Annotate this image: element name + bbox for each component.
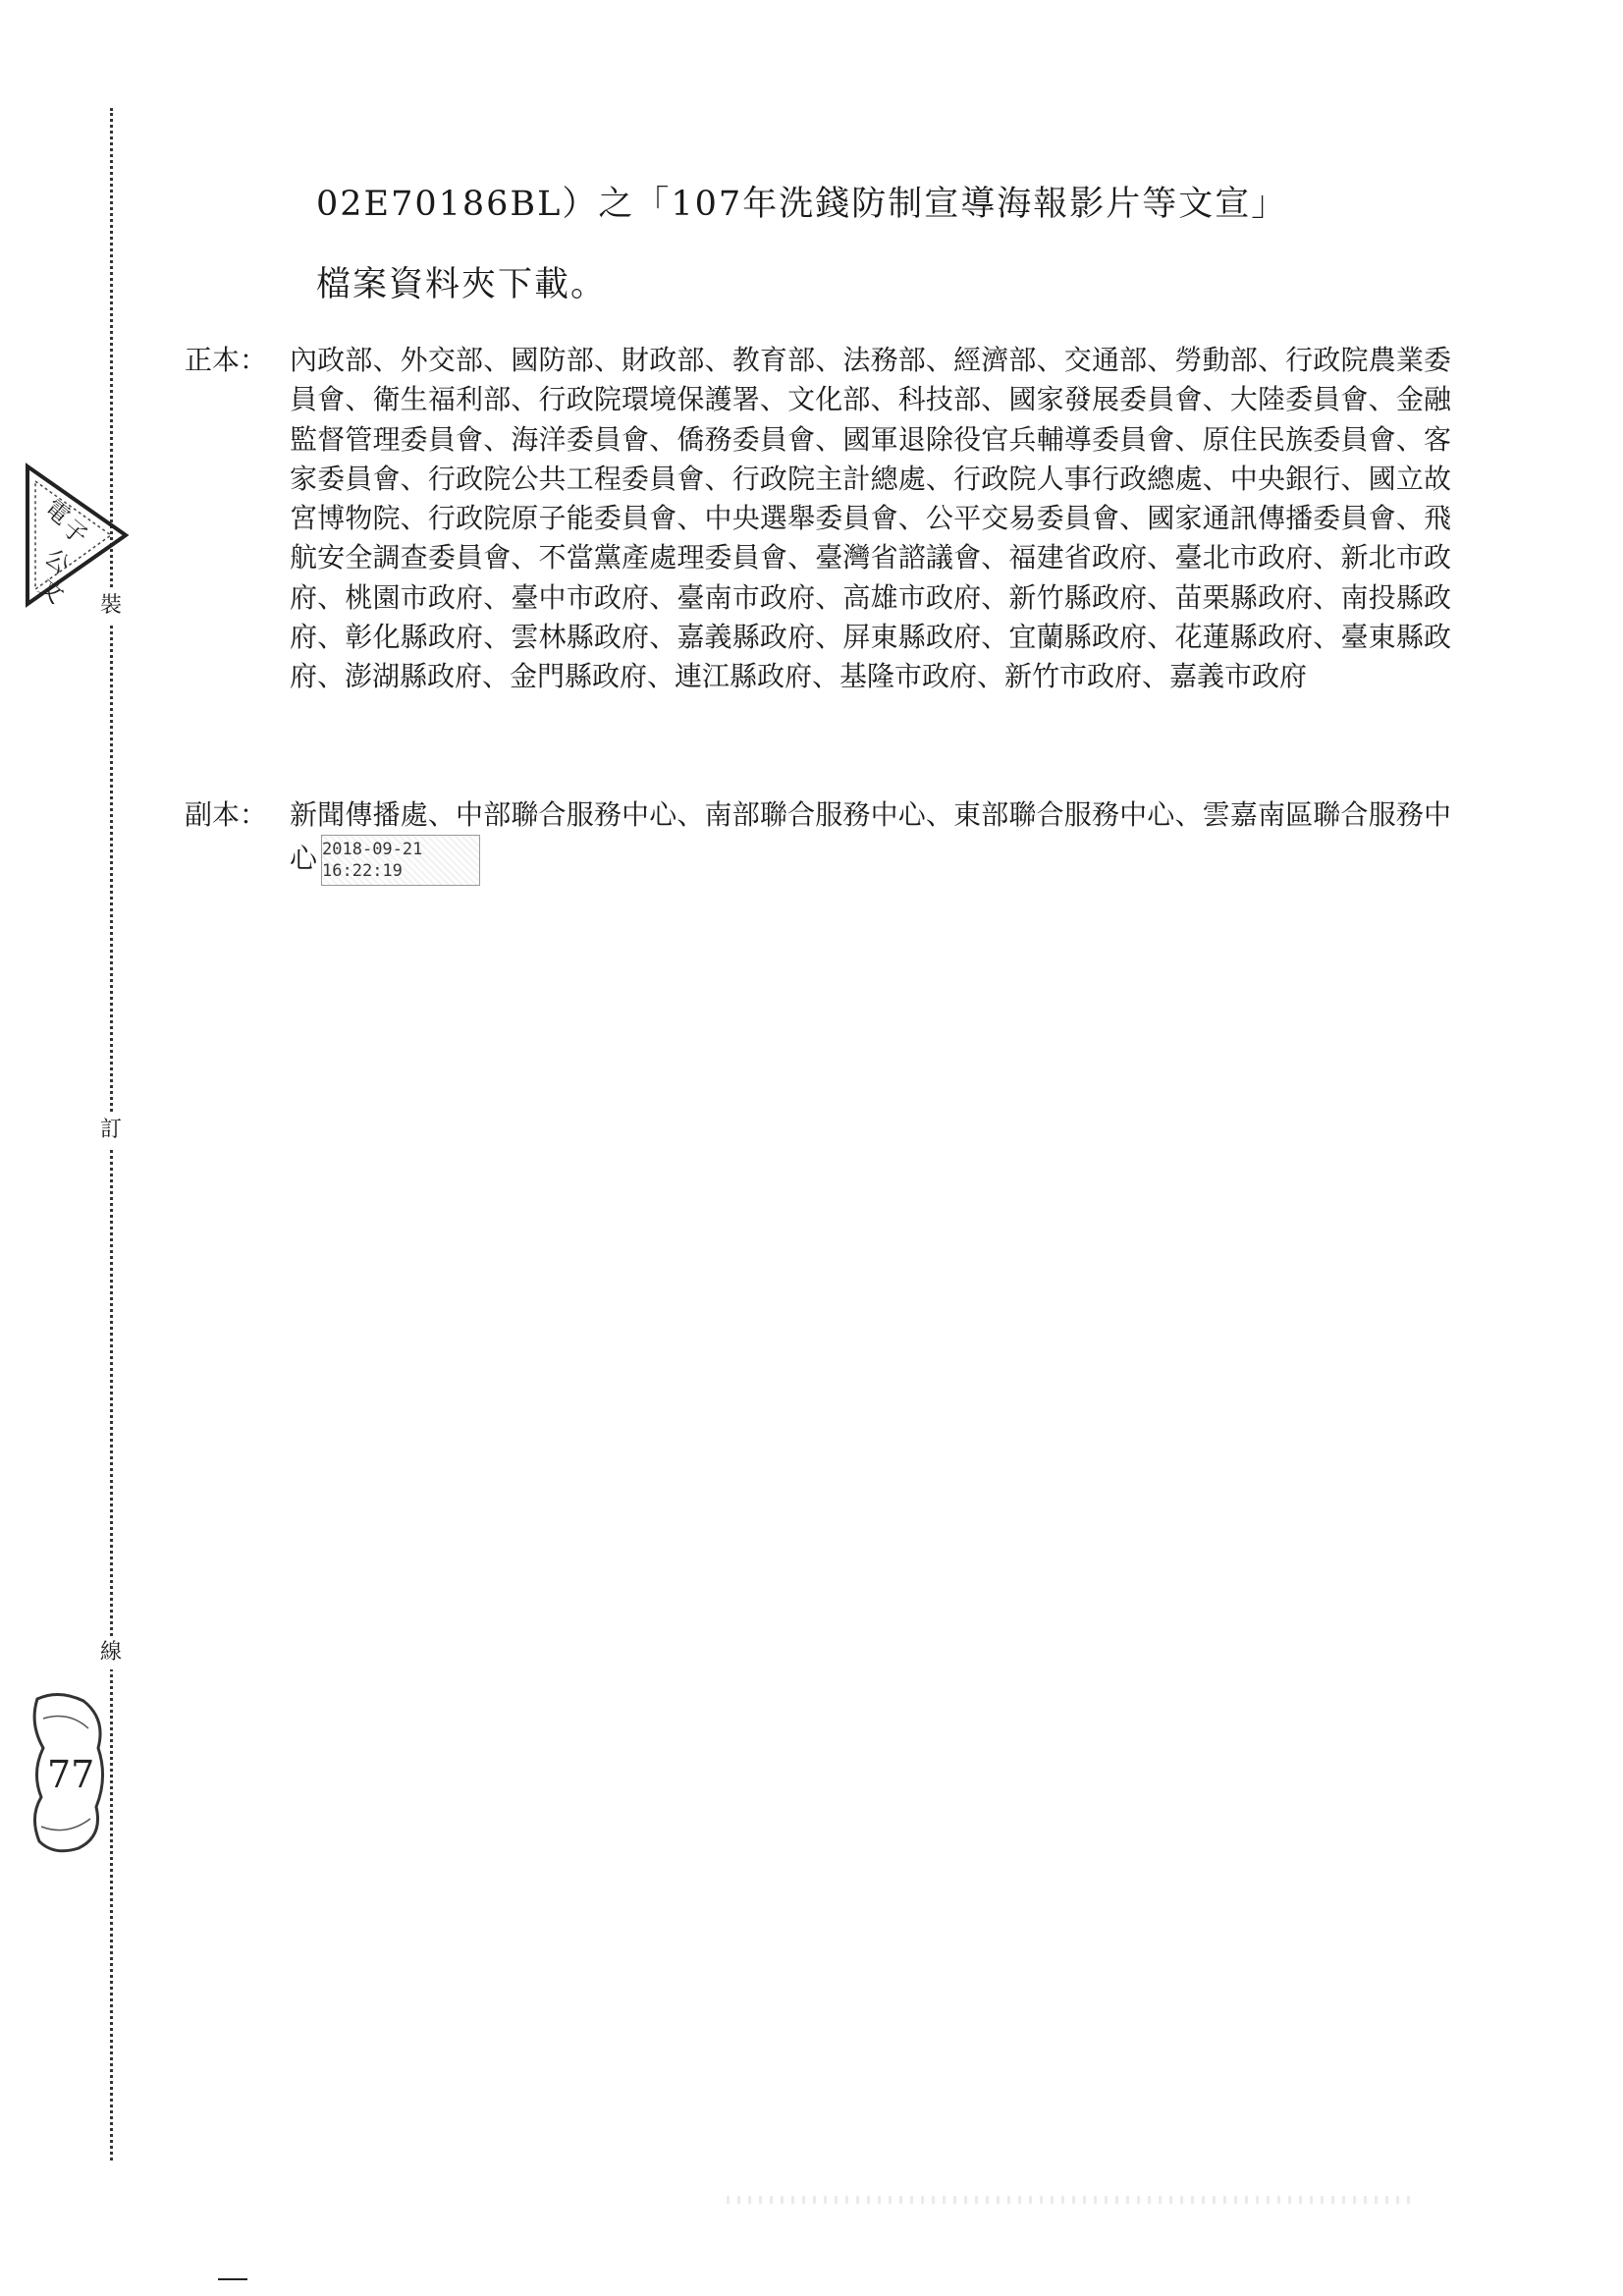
scan-mark (218, 2278, 247, 2280)
binding-mark-ding: 訂 (98, 1114, 124, 1147)
binding-mark-xian: 線 (98, 1636, 124, 1669)
scan-artifact (727, 2196, 1414, 2204)
main-recipients-block (185, 341, 1451, 697)
main-recipients-label: 正本： (185, 344, 268, 376)
body-line-2: 檔案資料夾下載。 (316, 265, 608, 304)
svg-text:77: 77 (47, 1753, 95, 1796)
svg-text:電: 電 (39, 494, 76, 531)
stamp-time: 16:22:19 (322, 861, 403, 882)
main-recipients-list: 內政部、外交部、國防部、財政部、教育部、法務部、經濟部、交通部、勞動部、行政院農業委員會、衛生福利部、行政院環境保護署、文化部、科技部、國家發展委員會、大陸委員會、金融監督管理委員會、海洋委員會、僑務委員會、國軍退除役官兵輔導委員會、原住民族委員會、客家委員會、行政院公共工程委員會、行政院主計總處、行政院人事行政總處、中央銀行、國立故宮博物院、行政院原子能委員會、中央選舉委員會、公平交易委員會、國家通訊傳播委員會、飛航安全調查委員會、不當黨產處理委員會、臺灣省諮議會、福建省政府、臺北市政府、新北市政府、桃園市政府、臺中市政府、臺南市政府、高雄市政府、新竹縣政府、苗栗縣政府、南投縣政府、彰化縣政府、雲林縣政府、嘉義縣政府、屏東縣政府、宜蘭縣政府、花蓮縣政府、臺東縣政府、澎湖縣政府、金門縣政府、連江縣政府、基隆市政府、新竹市政府、嘉義市政府 (290, 344, 1451, 693)
binding-mark-zhuang: 裝 (98, 589, 124, 623)
cc-recipients-block (185, 795, 1451, 886)
svg-text:文: 文 (33, 573, 70, 609)
body-line-1: 02E70186BL）之「107年洗錢防制宣導海報影片等文宣」 (316, 185, 1288, 224)
svg-text:子: 子 (57, 514, 93, 551)
page-number-seal (29, 1689, 108, 1856)
electronic-document-seal (18, 462, 135, 609)
cc-recipients-label: 副本： (185, 798, 268, 831)
cc-recipients-text (290, 795, 1451, 886)
cc-recipients-list: 新聞傳播處、中部聯合服務中心、南部聯合服務中心、東部聯合服務中心、雲嘉南區聯合服務中心 (290, 798, 1451, 875)
stamp-date: 2018-09-21 (322, 840, 423, 860)
svg-text:公: 公 (39, 543, 76, 580)
date-time-stamp (321, 835, 480, 886)
